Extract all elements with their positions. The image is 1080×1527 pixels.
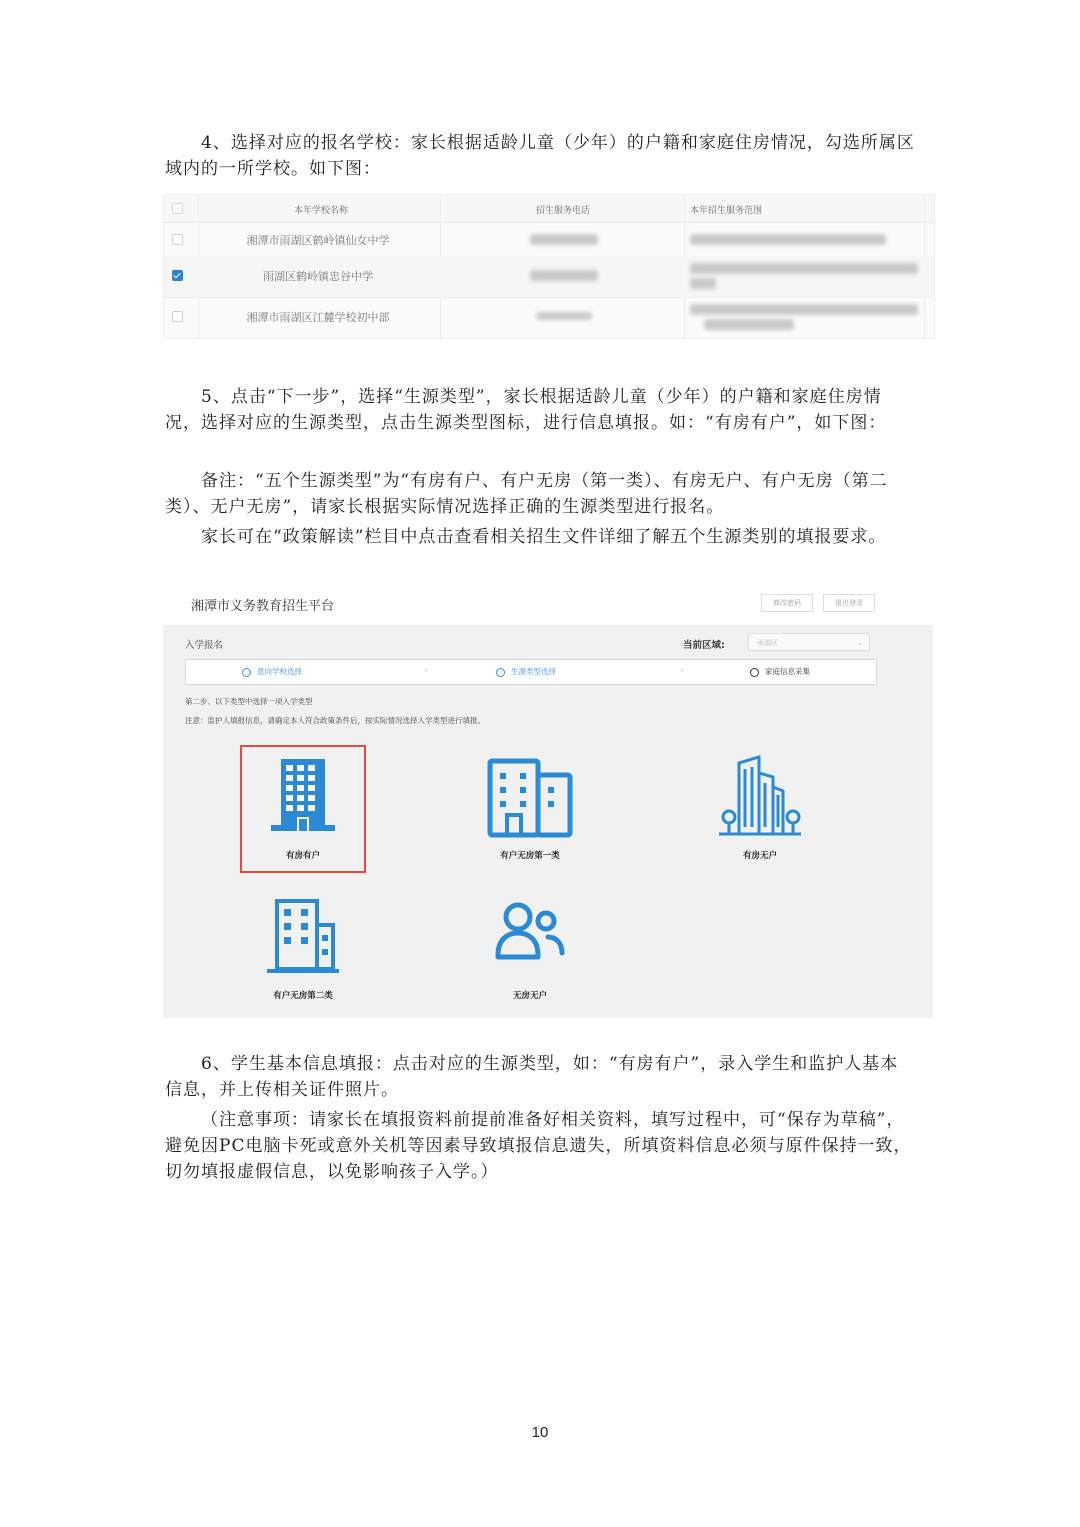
change-password-button[interactable]: 修改密码 (761, 594, 813, 612)
type-label: 有房有户 (285, 851, 320, 861)
type-label: 无房无户 (512, 991, 547, 1001)
type-card-house-and-hukou[interactable] (240, 745, 366, 873)
school-name: 雨湖区鹤岭镇忠谷中学 (263, 270, 373, 283)
chevron-right-icon: › (424, 665, 428, 676)
chevron-right-icon: › (680, 665, 684, 676)
table-header (164, 195, 934, 223)
row-checkbox[interactable] (172, 234, 183, 245)
step5-note: 备注：“五个生源类型”为“有房有户、有户无房（第一类）、有房无户、有户无房（第二类）、无户无房”，请家长根据实际情况选择正确的生源类型进行报名。 (165, 471, 888, 517)
enroll-label: 入学报名 (185, 640, 224, 651)
select-all-checkbox[interactable] (172, 203, 183, 214)
step-note: 注意：监护人填报信息，请确定本人符合政策条件后，按实际情况选择入学类型进行填报。 (185, 716, 485, 725)
step-family-info[interactable]: 家庭信息采集 (750, 666, 810, 677)
phone-redacted (536, 312, 592, 320)
range-redacted (690, 278, 716, 289)
range-redacted (690, 304, 918, 315)
step5-paragraph: 5、点击“下一步”，选择“生源类型”，家长根据适龄儿童（少年）的户籍和家庭住房情况，选择对应的生源类型，点击生源类型图标，进行信息填报。如：“有房有户”，如下图： (165, 387, 887, 433)
header-service-range: 本年招生服务范围 (690, 206, 763, 216)
step-circle-icon (242, 668, 251, 677)
type-card-hukou-no-house-2[interactable] (240, 885, 366, 1009)
platform-body (163, 625, 933, 1018)
area-label: 当前区域: (683, 640, 725, 651)
type-label: 有房无户 (742, 851, 777, 861)
logout-button[interactable]: 退出登录 (823, 594, 875, 612)
phone-redacted (530, 234, 598, 245)
range-redacted (690, 263, 918, 274)
table-row[interactable] (164, 223, 934, 257)
enrollment-platform-screenshot (163, 582, 933, 1018)
type-card-hukou-no-house-1[interactable] (470, 745, 590, 869)
table-row[interactable] (164, 297, 934, 338)
step-progress-bar (185, 659, 877, 685)
step6-caution: （注意事项：请家长在填报资料前提前准备好相关资料，填写过程中，可“保存为草稿”，避免因PC电脑卡死或意外关机等因素导致填报信息遗失，所填资料信息必须与原件保持一致，切勿填报虚假信息，以免影响孩子入学。） (165, 1110, 912, 1182)
platform-title: 湘潭市义务教育招生平台 (191, 599, 335, 614)
chevron-down-icon: ⌄ (857, 639, 863, 647)
table-row[interactable] (164, 256, 934, 298)
step-hint: 第二步、以下类型中选择一项入学类型 (185, 697, 313, 706)
tall-building-icon (267, 757, 339, 839)
school-name: 湘潭市雨湖区鹤岭镇仙女中学 (246, 234, 390, 247)
page-number: 10 (531, 1424, 549, 1441)
type-label: 有户无房第一类 (500, 851, 560, 861)
school-name: 湘潭市雨湖区江麓学校初中部 (246, 311, 390, 324)
skyscrapers-trees-icon (717, 755, 803, 839)
type-card-house-no-hukou[interactable] (700, 745, 820, 869)
phone-redacted (530, 270, 598, 281)
apartment-building-icon (263, 895, 343, 977)
step6-paragraph: 6、学生基本信息填报：点击对应的生源类型，如：“有房有户”，录入学生和监护人基本信息，并上传相关证件照片。 (165, 1054, 899, 1100)
range-redacted (704, 319, 794, 330)
step4-paragraph: 4、选择对应的报名学校：家长根据适龄儿童（少年）的户籍和家庭住房情况，勾选所属区域内的一所学校。如下图： (165, 133, 915, 179)
type-card-no-house-no-hukou[interactable] (470, 885, 590, 1009)
step-school-selection[interactable]: 意向学校选择 (242, 666, 302, 677)
header-school-name: 本年学校名称 (294, 206, 349, 216)
people-icon (492, 899, 568, 969)
platform-header (163, 582, 933, 625)
row-checkbox[interactable] (172, 311, 183, 322)
row-checkbox-checked[interactable] (172, 270, 183, 281)
step5-policy: 家长可在“政策解读”栏目中点击查看相关招生文件详细了解五个生源类别的填报要求。 (201, 527, 887, 547)
school-selection-table (163, 194, 935, 339)
step-source-type[interactable]: 生源类型选择 (496, 666, 556, 677)
range-redacted (690, 234, 886, 245)
header-phone: 招生服务电话 (536, 206, 591, 216)
area-select[interactable] (748, 633, 870, 651)
type-label: 有户无房第二类 (273, 991, 333, 1001)
area-value: 雨湖区 (757, 639, 778, 647)
step-circle-icon (750, 668, 759, 677)
step-circle-icon (496, 668, 505, 677)
office-buildings-icon (484, 757, 576, 839)
